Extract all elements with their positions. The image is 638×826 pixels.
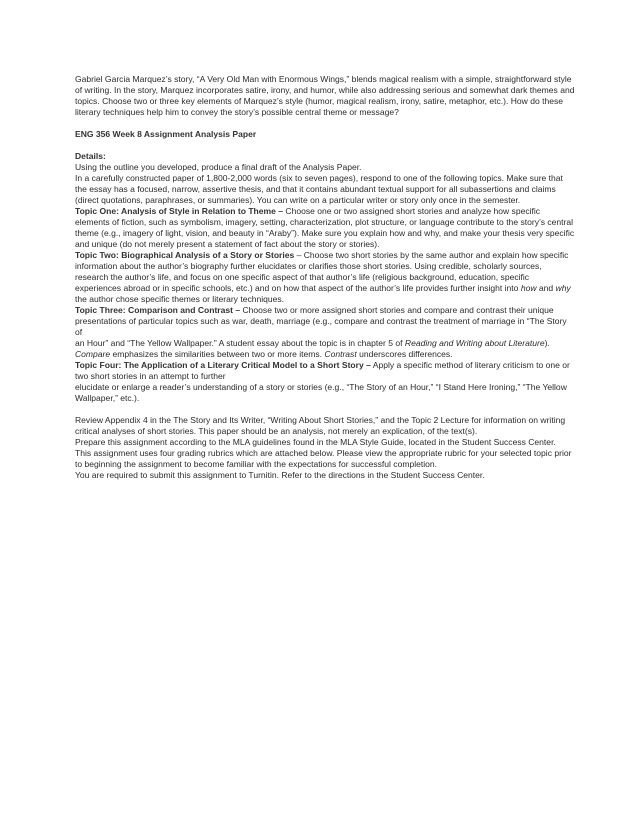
closing-section [75,415,575,481]
topic-one-label: Topic One: Analysis of Style in Relation to Theme – [75,206,284,216]
closing-submit: You are required to submit this assignment to Turnitin. Refer to the directions in the Student Success Center. [75,470,485,480]
topic-two-text-b: and [536,283,556,293]
closing-rubrics: This assignment uses four grading rubrics which are attached below. Please view the appropriate rubric for your selected topic prior to beginning the assignment to become familiar with the expectations for successful completion. [75,448,572,469]
topic-two-text-c: the author chose specific themes or literary techniques. [75,294,285,304]
topic-three-text-a: Choose two or more assigned short stories and compare and contrast their unique presentations of particular topics such as war, death, marriage (e.g., compare and contrast the treatment of marriage in “The Story of [75,305,567,337]
closing-prepare: Prepare this assignment according to the MLA guidelines found in the MLA Style Guide, located in the Student Success Center. [75,437,556,447]
section-gap [75,404,575,415]
intro-paragraph: Gabriel Garcia Marquez’s story, “A Very Old Man with Enormous Wings,” blends magical realism with a simple, straightforward style of writing. In the story, Marquez incorporates satire, irony, and humor, while also addressing serious and somewhat dark themes and topics. Choose two or three key elements of Marquez’s style (humor, magical realism, irony, satire, metaphor, etc.). How do these literary techniques help him to convey the story’s possible central theme or message? [75,74,575,117]
topic-three-em-compare: Compare [75,349,111,359]
topic-four-text-a: Apply a specific method of literary criticism to one or two short stories in an attempt to further [75,360,570,381]
details-line-outline: Using the outline you developed, produce a final draft of the Analysis Paper. [75,162,362,172]
topic-three-text-e: underscores differences. [356,349,453,359]
topic-three-em-contrast: Contrast [324,349,357,359]
topic-four [75,360,575,382]
topic-one [75,206,575,250]
topic-three-text-d: emphasizes the similarities between two or more items. [110,349,325,359]
topic-four-label: Topic Four: The Application of a Literary Critical Model to a Short Story – [75,360,371,370]
document-page [75,74,575,481]
topic-four-continued: elucidate or enlarge a reader’s understanding of a story or stories (e.g., “The Story of an Hour,” “I Stand Here Ironing,” “The Yellow Wallpaper,” etc.). [75,382,567,403]
topic-two [75,250,575,305]
topic-three-em-book: Reading and Writing about Literature [404,338,545,348]
details-line-requirements: In a carefully constructed paper of 1,800-2,000 words (six to seven pages), respond to one of the following topics. Make sure that the essay has a focused, narrow, assertive thesis, and that it contains abundant textual support for all subassertions and claims (direct quotations, paraphrases, or summaries). You can write on a particular writer or story only once in the semester. [75,173,563,205]
assignment-title: ENG 356 Week 8 Assignment Analysis Paper [75,129,257,139]
topic-one-text: Choose one or two assigned short stories and analyze how specific elements of fiction, such as symbolism, imagery, setting, characterization, plot structure, or language contribute to the story’s central theme (e.g., imagery of light, vision, and beauty in “Araby”). Make sure you explain how and why, and make your thesis very specific and unique (do not merely present a statement of fact about the story or stories). [75,206,575,249]
topic-two-text-a: – Choose two short stories by the same author and explain how specific information about the author’s biography further elucidates or clarifies those short stories. Using credible, scholarly sources, research the author’s life, and focus on one specific aspect of that author’s life (religious background, education, specific experiences abroad or in specific schools, etc.) and on how that aspect of the author’s life provides further insight into [75,250,569,293]
topic-three [75,305,575,338]
closing-review: Review Appendix 4 in the The Story and Its Writer, “Writing About Short Stories,” and the Topic 2 Lecture for information on writing critical analyses of short stories. This paper should be an analysis, not merely an explication, of the text(s). [75,415,566,436]
topic-two-label: Topic Two: Biographical Analysis of a Story or Stories [75,250,295,260]
topic-three-text-c: ). [544,338,550,348]
topic-two-em-why: why [555,283,571,293]
topic-two-em-how: how [520,283,537,293]
topic-three-text-b: an Hour” and “The Yellow Wallpaper.” A student essay about the topic is in chapter 5 of [75,338,405,348]
topic-three-continued [75,338,575,360]
topic-three-label: Topic Three: Comparison and Contrast – [75,305,241,315]
details-heading: Details: [75,151,106,161]
details-section [75,151,575,404]
